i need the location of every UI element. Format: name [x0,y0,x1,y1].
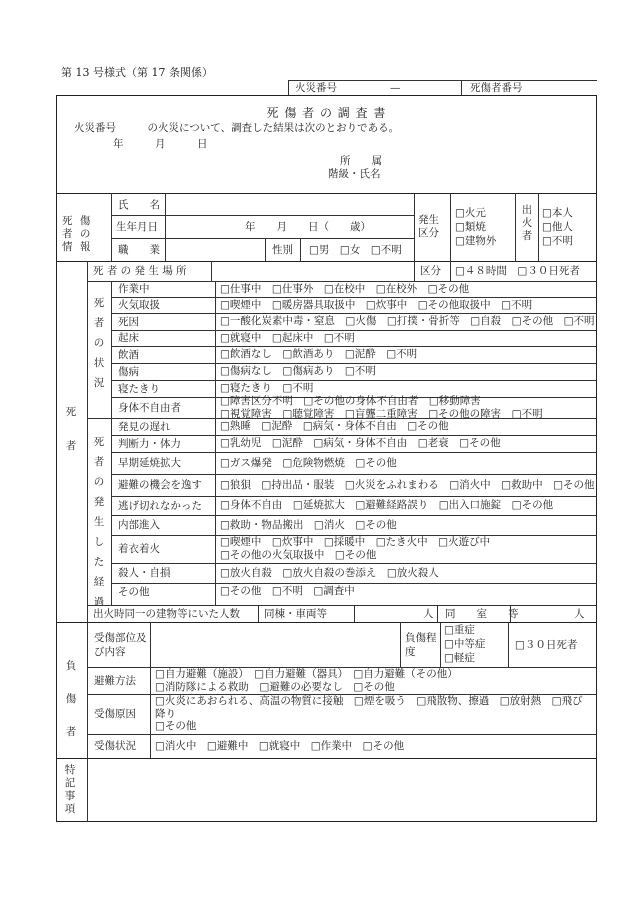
division-label: 区分 [420,265,441,277]
origin-option[interactable]: □建物外 [455,235,497,247]
fire-source-label: 出火者 [521,204,533,242]
row-options[interactable]: □喫煙中 □炊事中 □採暖中 □たき火中 □火遊び中 [220,536,491,548]
row-label: 火気取扱 [118,299,160,311]
row-label: その他 [118,585,150,598]
row-label: 寝たきり [118,382,160,395]
origin-option[interactable]: □火元 [455,207,486,219]
row-divider [111,363,597,364]
situation-options[interactable]: □消火中 □避難中 □就寝中 □作業中 □その他 [155,740,405,752]
remarks-label: 特記事項 [64,764,76,815]
row-divider [111,380,597,381]
row-divider [111,346,597,347]
division-options[interactable]: □４８時間 □３０日死者 [455,265,580,277]
row-divider [111,515,597,516]
row-options[interactable]: □飲酒なし □飲酒あり □泥酔 □不明 [220,348,418,360]
evacuation-options[interactable]: □消防隊による救助 □避難の必要なし □その他 [155,681,395,693]
row-divider [111,563,597,564]
degree-option[interactable]: □軽症 [444,652,475,664]
remarks-field[interactable] [88,759,596,821]
date-field[interactable]: 年 月 日 [113,138,208,150]
injury-part-field[interactable] [151,623,399,666]
row-label: 逃げ切れなかった [118,499,202,512]
sex-options[interactable]: □男 □女 □不明 [309,244,402,256]
row-options[interactable]: □視覚障害 □聴覚障害 □盲聾二重障害 □その他の障害 □不明 [220,407,543,420]
same-building-label: 出火時同一の建物等にいた人数 [93,608,240,620]
row-options[interactable]: □身体不自由 □延焼拡大 □避難経路誤り □出入口施錠 □その他 [220,499,554,511]
row-label: 身体不自由者 [118,401,181,414]
row-options[interactable]: □狼狽 □持出品・服装 □火災をふれまわる □消火中 □救助中 □その他 [220,478,595,491]
row-divider [111,583,597,584]
thirty-day-death-option[interactable]: □３０日死者 [515,639,578,651]
fire-number-dash: — [390,82,401,94]
row-options[interactable]: □放火自殺 □放火自殺の巻添え □放火殺人 [220,566,439,579]
row-label: 着衣着火 [118,543,160,555]
top-line [288,80,597,81]
row-options[interactable]: □寝たきり □不明 [220,382,314,394]
row-options[interactable]: □一酸化炭素中毒・窒息 □火傷 □打撲・骨折等 □自殺 □その他 □不明 [220,315,595,327]
name-label: 氏 名 [118,199,160,211]
row-label: 飲酒 [118,348,139,361]
same-building-unit-label: 同棟・車両等 [264,608,327,620]
row-options[interactable]: □乳幼児 □泥酔 □病気・身体不自由 □老衰 □その他 [220,437,501,449]
evacuation-options[interactable]: □自力避難（施設） □自力避難（器具） □自力避難（その他） [155,668,458,680]
injury-part-label: 受傷部位及び内容 [94,632,147,658]
row-options[interactable]: □熟睡 □泥酔 □病気・身体不自由 □その他 [220,420,449,432]
row-label: 内部進入 [118,519,160,531]
rank-name-label: 階級・氏名 [328,168,381,180]
fire-number-label: 火災番号 [295,82,337,94]
row-label: 傷病 [118,365,139,378]
origin-option[interactable]: □類焼 [455,221,486,233]
evacuation-label: 避難方法 [94,675,136,687]
death-place-label: 死 者 の 発 生 場 所 [93,265,187,277]
row-options[interactable]: □救助・物品搬出 □消火 □その他 [220,518,397,531]
row-options[interactable]: □その他 □不明 □調査中 [220,585,355,597]
row-label: 避難の機会を逸す [118,479,202,491]
occupation-label: 職 業 [118,244,160,256]
row-label: 殺人・自損 [118,567,171,579]
fire-source-option[interactable]: □他人 [542,221,573,233]
row-divider [111,435,597,436]
dead-section-label: 死者 [65,406,77,452]
row-divider [111,313,597,314]
cause-options[interactable]: □その他 [155,720,197,732]
info-section-label: 死 傷 者 の 情 報 [62,215,93,253]
row-options[interactable]: □障害区分不明 □その他の身体不自由者 □移動障害 [220,394,481,407]
status-group-label: 死者の状況 [93,297,105,389]
row-options[interactable]: □傷病なし □傷病あり □不明 [220,365,376,377]
room-person-unit: 人 [574,608,585,620]
death-place-field[interactable] [212,262,412,280]
same-room-label: 同 室 等 [445,608,519,620]
casualty-number-label: 死傷者番号 [470,82,523,94]
sex-label: 性別 [272,244,293,256]
cause-label: 受傷原因 [94,708,136,720]
origin-label: 発生区分 [418,214,439,239]
fire-source-option[interactable]: □本人 [542,207,573,219]
building-person-unit: 人 [423,608,434,620]
degree-label: 負傷程度 [405,632,437,658]
row-label: 早期延焼拡大 [118,457,181,469]
row-divider [111,474,597,475]
row-label: 死因 [118,315,139,328]
cause-options[interactable]: □火炎にあおられる、高温の物質に接触 □煙を吸う □飛散物、擦過 □放射熱 □飛び降り [155,695,583,720]
row-options[interactable]: □ガス爆発 □危険物燃焼 □その他 [220,456,397,469]
document-title: 死 傷 者 の 調 査 書 [266,106,387,120]
affiliation-label: 所 属 [340,155,382,167]
fire-source-option[interactable]: □不明 [542,235,573,247]
row-label: 発見の遅れ [118,420,171,433]
situation-label: 受傷状況 [94,740,136,752]
row-options[interactable]: □喫煙中 □暖房器具取扱中 □炊事中 □その他取扱中 □不明 [220,298,533,311]
row-label: 作業中 [118,283,150,295]
row-label: 起床 [118,332,139,344]
row-options[interactable]: □仕事中 □仕事外 □在校中 □在校外 □その他 [220,282,470,295]
occupation-field[interactable] [166,239,264,260]
row-options[interactable]: □就寝中 □起床中 □不明 [220,331,355,344]
row-divider [111,496,597,497]
row-divider [111,452,597,453]
dob-label: 生年月日 [116,221,158,233]
form-label: 第 13 号様式（第 17 条関係） [61,66,213,79]
row-options[interactable]: □その他の火気取扱中 □その他 [220,549,377,561]
row-label: 判断力・体力 [118,437,181,450]
dob-field[interactable]: 年 月 日（ 歳） [245,221,371,233]
name-field[interactable] [166,194,413,214]
degree-option[interactable]: □中等症 [444,638,486,650]
injured-section-label: 負傷者 [65,660,77,738]
degree-option[interactable]: □重症 [444,624,475,636]
process-group-label: 死者の発生した経過 [93,436,105,608]
statement-text: 火災番号 の火災について、調査した結果は次のとおりである。 [74,122,400,134]
